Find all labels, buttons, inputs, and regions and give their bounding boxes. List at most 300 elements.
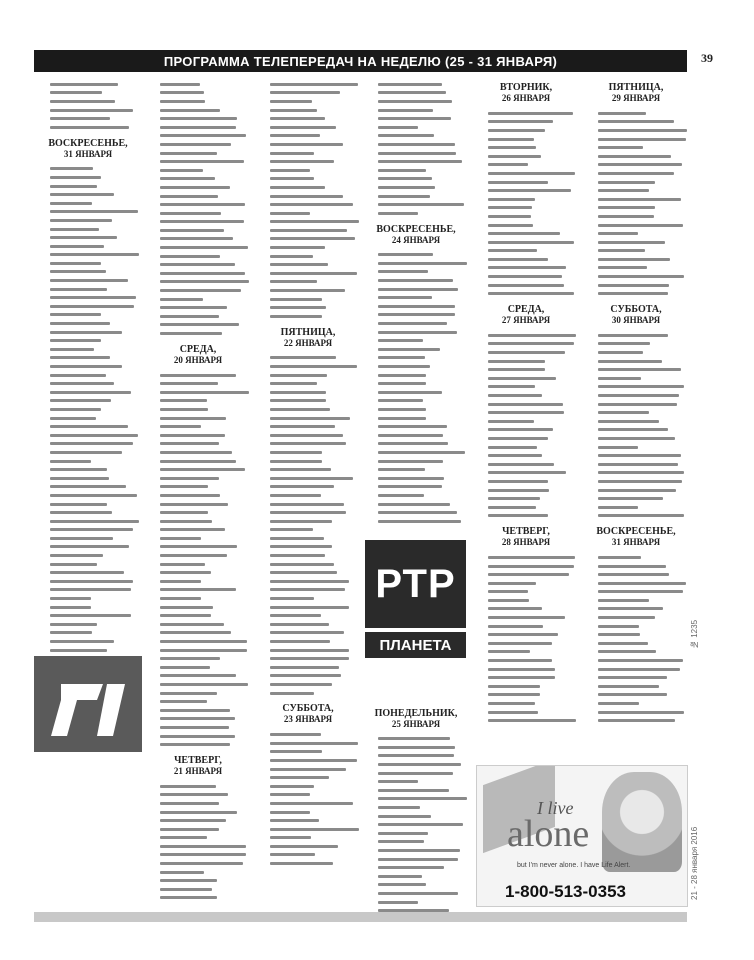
listing-line xyxy=(582,622,690,631)
listing-text-line xyxy=(50,460,91,463)
listing-line xyxy=(472,348,580,357)
ad-phone: 1-800-513-0353 xyxy=(505,882,626,901)
listing-text-line xyxy=(160,793,228,796)
listing-text-line xyxy=(598,420,659,423)
listing-text-line xyxy=(160,203,245,206)
listing-line xyxy=(144,312,252,321)
listing-text-line xyxy=(50,296,136,299)
listing-line xyxy=(362,465,470,474)
footer-bar xyxy=(34,912,687,922)
listing-line xyxy=(254,560,362,569)
listing-text-line xyxy=(488,198,535,201)
listing-line xyxy=(144,732,252,741)
ad-headline-1: I live xyxy=(537,798,574,818)
listing-text-line xyxy=(270,91,340,94)
listing-line xyxy=(582,272,690,281)
listing-text-line xyxy=(160,272,245,275)
day-heading: ЧЕТВЕРГ, 28 ЯНВАРЯ xyxy=(501,526,551,548)
listing-line xyxy=(582,365,690,374)
listing-text-line xyxy=(598,385,684,388)
listing-line xyxy=(472,365,580,374)
listing-text-line xyxy=(270,117,325,120)
listing-line xyxy=(144,654,252,663)
listing-text-line xyxy=(488,146,536,149)
listing-line xyxy=(34,345,142,354)
listing-text-line xyxy=(270,520,332,523)
listing-line xyxy=(144,192,252,201)
listing-line xyxy=(34,242,142,251)
listing-line xyxy=(34,422,142,431)
listing-line xyxy=(582,281,690,290)
listing-line xyxy=(582,673,690,682)
listing-line xyxy=(472,238,580,247)
listing-text-line xyxy=(378,186,435,189)
listing-text-line xyxy=(488,668,555,671)
listing-text-line xyxy=(160,186,230,189)
listing-line xyxy=(362,863,470,872)
listing-line xyxy=(254,183,362,192)
listing-line xyxy=(34,225,142,234)
listing-line xyxy=(472,229,580,238)
listing-text-line xyxy=(378,203,464,206)
listing-text-line xyxy=(378,356,425,359)
listing-line xyxy=(144,816,252,825)
listing-text-line xyxy=(270,263,328,266)
listing-text-line xyxy=(160,289,241,292)
listing-line xyxy=(362,483,470,492)
listing-text-line xyxy=(50,477,109,480)
listing-line xyxy=(582,443,690,452)
listing-text-line xyxy=(488,411,564,414)
listing-line xyxy=(34,379,142,388)
listing-line xyxy=(34,354,142,363)
listing-line xyxy=(34,637,142,646)
listing-line xyxy=(362,838,470,847)
listing-line xyxy=(362,795,470,804)
listing-text-line xyxy=(160,717,235,720)
listing-line xyxy=(254,680,362,689)
listing-text-line xyxy=(270,382,317,385)
listing-text-line xyxy=(160,100,205,103)
listing-text-line xyxy=(270,597,314,600)
listing-text-line xyxy=(160,143,231,146)
listing-text-line xyxy=(378,331,457,334)
listing-text-line xyxy=(598,454,681,457)
listing-line xyxy=(144,149,252,158)
listing-line xyxy=(144,321,252,330)
listing-text-line xyxy=(598,224,683,227)
listing-line xyxy=(582,374,690,383)
listing-line xyxy=(254,132,362,141)
listing-text-line xyxy=(378,425,447,428)
listing-line xyxy=(362,200,470,209)
listing-text-line xyxy=(270,853,315,856)
listing-line xyxy=(362,276,470,285)
listing-text-line xyxy=(488,394,542,397)
listing-line xyxy=(144,560,252,569)
listing-line xyxy=(254,834,362,843)
listing-line xyxy=(254,491,362,500)
listing-line xyxy=(254,765,362,774)
listing-text-line xyxy=(488,676,555,679)
listing-line xyxy=(254,577,362,586)
listing-text-line xyxy=(160,229,224,232)
listing-text-line xyxy=(50,485,126,488)
listing-line xyxy=(362,760,470,769)
listing-line xyxy=(362,440,470,449)
listing-text-line xyxy=(488,342,574,345)
listing-text-line xyxy=(160,588,236,591)
listing-text-line xyxy=(378,117,451,120)
listing-text-line xyxy=(160,520,212,523)
listing-text-line xyxy=(270,434,343,437)
listing-line xyxy=(144,260,252,269)
listing-text-line xyxy=(378,832,428,835)
listing-line xyxy=(144,526,252,535)
listing-line xyxy=(582,486,690,495)
listing-text-line xyxy=(378,901,418,904)
listing-text-line xyxy=(50,176,101,179)
listing-text-line xyxy=(598,463,678,466)
listing-text-line xyxy=(270,692,314,695)
listing-line xyxy=(472,639,580,648)
listing-text-line xyxy=(270,776,329,779)
listing-text-line xyxy=(598,351,643,354)
listing-text-line xyxy=(50,606,91,609)
listing-line xyxy=(362,157,470,166)
listing-line xyxy=(472,588,580,597)
listing-text-line xyxy=(488,446,537,449)
listing-line xyxy=(254,663,362,672)
listing-text-line xyxy=(160,109,220,112)
listing-text-line xyxy=(488,155,541,158)
listing-text-line xyxy=(270,143,343,146)
listing-line xyxy=(144,431,252,440)
listing-line xyxy=(254,730,362,739)
listing-text-line xyxy=(270,768,346,771)
listing-line xyxy=(254,808,362,817)
listing-text-line xyxy=(160,896,217,899)
listing-line xyxy=(34,560,142,569)
listing-line xyxy=(254,209,362,218)
listing-line xyxy=(254,260,362,269)
listing-text-line xyxy=(598,275,684,278)
listing-text-line xyxy=(488,642,552,645)
listing-text-line xyxy=(378,520,461,523)
listing-text-line xyxy=(488,659,552,662)
listing-text-line xyxy=(378,374,426,377)
listing-line xyxy=(34,182,142,191)
listing-line xyxy=(34,586,142,595)
listing-text-line xyxy=(160,503,228,506)
listing-text-line xyxy=(488,172,575,175)
listing-text-line xyxy=(50,528,133,531)
listing-line xyxy=(362,114,470,123)
listing-line xyxy=(144,465,252,474)
listing-text-line xyxy=(160,417,226,420)
listing-line xyxy=(582,665,690,674)
listing-line xyxy=(472,126,580,135)
listing-text-line xyxy=(50,253,139,256)
listing-line xyxy=(144,414,252,423)
listing-text-line xyxy=(270,220,359,223)
listing-text-line xyxy=(160,298,203,301)
listing-line xyxy=(34,405,142,414)
listing-line xyxy=(254,157,362,166)
listing-text-line xyxy=(270,126,336,129)
listing-text-line xyxy=(378,100,452,103)
listing-line xyxy=(362,508,470,517)
listing-text-line xyxy=(378,195,430,198)
listing-text-line xyxy=(378,391,442,394)
listing-text-line xyxy=(270,674,341,677)
listing-line xyxy=(472,622,580,631)
listing-text-line xyxy=(160,597,201,600)
listing-line xyxy=(472,656,580,665)
listing-line xyxy=(34,629,142,638)
listing-text-line xyxy=(378,494,424,497)
listing-text-line xyxy=(270,408,330,411)
listing-text-line xyxy=(488,215,531,218)
listing-line xyxy=(582,161,690,170)
listing-text-line xyxy=(50,270,106,273)
listing-text-line xyxy=(160,408,208,411)
listing-line xyxy=(362,803,470,812)
listing-text-line xyxy=(270,134,320,137)
listing-line xyxy=(362,414,470,423)
listing-text-line xyxy=(488,403,563,406)
listing-text-line xyxy=(378,169,426,172)
listing-line xyxy=(34,97,142,106)
listing-line xyxy=(254,252,362,261)
listing-text-line xyxy=(598,685,659,688)
listing-text-line xyxy=(270,237,355,240)
listing-text-line xyxy=(50,228,99,231)
listing-text-line xyxy=(488,206,532,209)
listing-text-line xyxy=(270,399,326,402)
listing-text-line xyxy=(160,152,217,155)
listing-text-line xyxy=(378,313,455,316)
listing-text-line xyxy=(50,245,104,248)
listing-line xyxy=(144,123,252,132)
listing-line xyxy=(254,500,362,509)
listing-line xyxy=(144,157,252,166)
listing-text-line xyxy=(488,385,535,388)
listing-text-line xyxy=(598,693,667,696)
listing-line xyxy=(254,483,362,492)
listing-text-line xyxy=(598,506,638,509)
listing-text-line xyxy=(50,588,131,591)
listing-text-line xyxy=(598,206,655,209)
listing-line xyxy=(362,149,470,158)
listing-text-line xyxy=(50,434,138,437)
listing-text-line xyxy=(160,571,211,574)
listing-text-line xyxy=(270,606,349,609)
listing-line xyxy=(254,371,362,380)
listing-text-line xyxy=(270,802,353,805)
listing-line xyxy=(472,109,580,118)
listing-line xyxy=(472,665,580,674)
listing-line xyxy=(582,357,690,366)
listing-text-line xyxy=(270,580,349,583)
listing-line xyxy=(144,243,252,252)
listing-text-line xyxy=(598,625,639,628)
listing-text-line xyxy=(378,442,448,445)
listing-line xyxy=(254,175,362,184)
listing-line xyxy=(472,357,580,366)
listing-line xyxy=(254,791,362,800)
listing-line xyxy=(472,708,580,717)
listing-text-line xyxy=(378,279,453,282)
listing-text-line xyxy=(270,460,322,463)
listing-text-line xyxy=(160,468,245,471)
listing-text-line xyxy=(598,659,683,662)
listing-line xyxy=(362,769,470,778)
listing-line xyxy=(34,293,142,302)
listing-text-line xyxy=(50,262,101,265)
listing-line xyxy=(582,348,690,357)
listing-text-line xyxy=(50,451,122,454)
listing-text-line xyxy=(598,556,641,559)
listing-text-line xyxy=(160,785,216,788)
listing-text-line xyxy=(598,582,686,585)
listing-line xyxy=(362,517,470,526)
listing-text-line xyxy=(50,554,103,557)
listing-line xyxy=(254,149,362,158)
listing-line xyxy=(362,855,470,864)
listing-line xyxy=(254,534,362,543)
listing-line xyxy=(582,639,690,648)
page-number: 39 xyxy=(701,51,713,65)
listing-text-line xyxy=(50,468,107,471)
column-3 xyxy=(254,80,362,868)
listing-text-line xyxy=(378,460,443,463)
listing-text-line xyxy=(378,83,442,86)
listing-text-line xyxy=(160,511,208,514)
listing-line xyxy=(34,371,142,380)
listing-line xyxy=(144,106,252,115)
listing-text-line xyxy=(488,241,574,244)
listing-text-line xyxy=(160,382,218,385)
listing-text-line xyxy=(598,446,638,449)
listing-line xyxy=(254,226,362,235)
listing-line xyxy=(362,474,470,483)
listing-text-line xyxy=(50,193,114,196)
listing-line xyxy=(34,251,142,260)
listing-text-line xyxy=(160,674,236,677)
ad-photo xyxy=(602,772,682,872)
listing-line xyxy=(362,302,470,311)
listing-text-line xyxy=(488,129,545,132)
column-2 xyxy=(144,80,252,902)
listing-text-line xyxy=(378,305,455,308)
listing-text-line xyxy=(50,580,133,583)
listing-line xyxy=(472,434,580,443)
listing-line xyxy=(144,440,252,449)
column-4 xyxy=(362,80,470,924)
listing-line xyxy=(144,500,252,509)
listing-line xyxy=(144,680,252,689)
listing-text-line xyxy=(488,428,553,431)
listing-text-line xyxy=(160,83,200,86)
listing-text-line xyxy=(378,348,440,351)
listing-line xyxy=(582,118,690,127)
listing-line xyxy=(34,319,142,328)
listing-line xyxy=(362,123,470,132)
listing-text-line xyxy=(270,537,324,540)
listing-text-line xyxy=(50,649,107,652)
listing-text-line xyxy=(598,198,681,201)
listing-line xyxy=(34,448,142,457)
listing-line xyxy=(254,269,362,278)
listing-line xyxy=(144,397,252,406)
listing-text-line xyxy=(598,342,650,345)
listing-text-line xyxy=(378,849,460,852)
listing-text-line xyxy=(598,155,671,158)
listing-text-line xyxy=(160,845,246,848)
listing-line xyxy=(144,723,252,732)
listing-line xyxy=(34,474,142,483)
day-heading: ВОСКРЕСЕНЬЕ, 24 ЯНВАРЯ xyxy=(376,223,456,245)
listing-line xyxy=(144,175,252,184)
listing-line xyxy=(34,190,142,199)
listing-line xyxy=(144,218,252,227)
listing-line xyxy=(254,166,362,175)
listing-line xyxy=(362,251,470,260)
listing-text-line xyxy=(488,489,549,492)
listing-text-line xyxy=(598,394,679,397)
listing-text-line xyxy=(598,411,649,414)
listing-text-line xyxy=(488,224,533,227)
listing-text-line xyxy=(270,186,325,189)
listing-line xyxy=(254,457,362,466)
day-heading: СУББОТА, 23 ЯНВАРЯ xyxy=(282,703,334,725)
listing-line xyxy=(254,782,362,791)
listing-line xyxy=(472,272,580,281)
listing-text-line xyxy=(378,503,450,506)
listing-text-line xyxy=(598,181,655,184)
listing-text-line xyxy=(270,289,345,292)
listing-text-line xyxy=(160,811,237,814)
day-heading: ВОСКРЕСЕНЬЕ, 31 ЯНВАРЯ xyxy=(596,526,676,548)
listing-line xyxy=(34,414,142,423)
listing-text-line xyxy=(160,528,225,531)
listing-line xyxy=(144,586,252,595)
listing-line xyxy=(582,238,690,247)
listing-text-line xyxy=(598,189,649,192)
listing-text-line xyxy=(160,169,203,172)
listing-text-line xyxy=(50,365,122,368)
listing-text-line xyxy=(378,789,449,792)
listing-text-line xyxy=(378,451,465,454)
listing-text-line xyxy=(160,195,218,198)
listing-text-line xyxy=(160,451,232,454)
listing-line xyxy=(34,173,142,182)
listing-line xyxy=(254,851,362,860)
listing-line xyxy=(582,289,690,298)
listing-line xyxy=(582,588,690,597)
listing-line xyxy=(362,89,470,98)
listing-line xyxy=(472,512,580,521)
listing-line xyxy=(34,551,142,560)
day-heading: ВТОРНИК, 26 ЯНВАРЯ xyxy=(499,82,553,103)
listing-line xyxy=(582,682,690,691)
listing-text-line xyxy=(378,296,432,299)
listing-line xyxy=(472,682,580,691)
listing-text-line xyxy=(598,428,668,431)
listing-text-line xyxy=(270,545,332,548)
listing-text-line xyxy=(50,520,139,523)
